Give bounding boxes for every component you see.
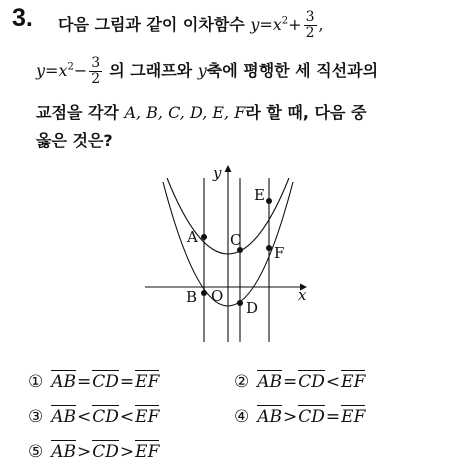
question-text-3a: 교점을 각각 <box>36 103 119 122</box>
question-text-2b: 축에 평행한 세 직선과의 <box>206 61 379 80</box>
choice-1[interactable]: ① AB=CD=EF <box>28 372 160 392</box>
choice-5[interactable]: ⑤ AB>CD>EF <box>28 442 160 462</box>
label-a: A <box>187 228 198 246</box>
label-b: B <box>186 288 198 306</box>
question-text-3b: 라 할 때, 다음 중 <box>245 103 367 122</box>
question-text-1: 다음 그림과 같이 이차함수 <box>58 15 245 34</box>
label-d: D <box>246 299 259 317</box>
point-a <box>201 234 207 240</box>
y-axis-label: y <box>213 164 222 182</box>
points-list: A, B, C, D, E, F <box>124 103 246 122</box>
question-text-2a: 의 그래프와 <box>109 61 193 80</box>
choice-2[interactable]: ② AB=CD<EF <box>234 372 366 392</box>
question-line-4: 옳은 것은? <box>36 131 113 150</box>
y-axis-arrow <box>225 165 232 172</box>
x-axis-label: x <box>298 286 307 304</box>
label-f: F <box>274 244 285 262</box>
axis-name: y <box>197 61 207 80</box>
point-d <box>237 300 243 306</box>
formula-lower-parabola: $y=x^2-$ $\frac{3}{2}$ <box>36 55 101 87</box>
question-number: 3. <box>12 4 33 32</box>
origin-label: O <box>211 287 224 305</box>
point-b <box>201 290 207 296</box>
choice-3[interactable]: ③ AB<CD<EF <box>28 407 160 427</box>
label-c: C <box>230 231 242 249</box>
choice-4[interactable]: ④ AB>CD=EF <box>234 407 366 427</box>
formula-upper-parabola: $y=x^2+$ $\frac{3}{2}$ , <box>250 9 324 41</box>
label-e: E <box>254 186 265 204</box>
point-f <box>266 245 272 251</box>
point-e <box>266 198 272 204</box>
